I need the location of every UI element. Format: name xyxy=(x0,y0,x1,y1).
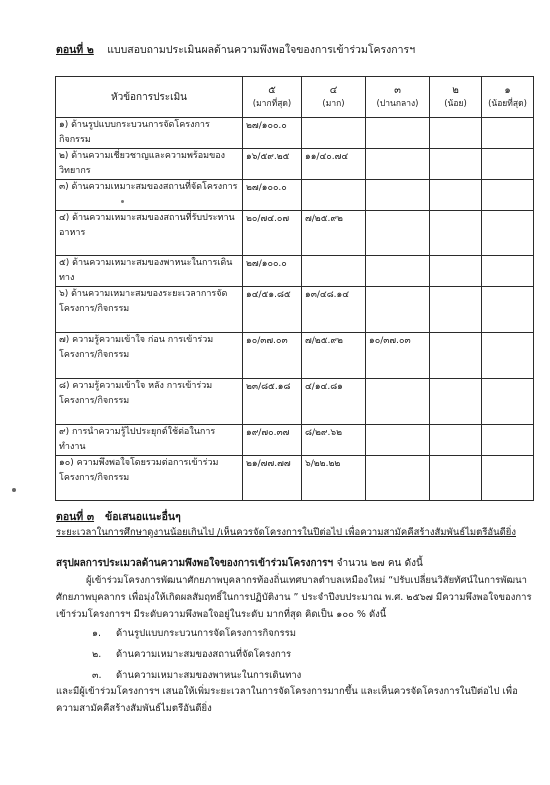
value-cell: ๖/๒๒.๒๒ xyxy=(302,456,366,501)
part2-heading xyxy=(56,41,415,58)
value-cell: ๑๓/๔๘.๑๔ xyxy=(302,287,366,333)
part3-title: ข้อเสนอแนะอื่นๆ xyxy=(105,511,181,523)
evaluation-table xyxy=(55,76,534,501)
table-row xyxy=(56,180,534,211)
value-cell xyxy=(430,149,482,180)
value-cell xyxy=(366,425,430,456)
value-cell xyxy=(482,379,534,425)
part3-tag: ตอนที่ ๓ xyxy=(56,511,95,523)
value-cell xyxy=(366,180,430,211)
level-1-header: ๑ (น้อยที่สุด) xyxy=(482,77,534,118)
value-cell xyxy=(366,211,430,256)
value-cell xyxy=(430,333,482,379)
value-cell: ๒๑/๗๗.๗๗ xyxy=(243,456,302,501)
summary-paragraph xyxy=(56,572,534,623)
value-cell: ๑๖/๕๙.๒๕ xyxy=(243,149,302,180)
value-cell: ๑๔/๕๑.๘๕ xyxy=(243,287,302,333)
value-cell xyxy=(302,180,366,211)
value-cell xyxy=(482,149,534,180)
value-cell xyxy=(430,256,482,287)
criteria-cell: ๘) ความรู้ความเข้าใจ หลัง การเข้าร่วมโครงการ/กิจกรรม xyxy=(56,379,243,425)
value-cell xyxy=(366,456,430,501)
value-cell xyxy=(430,425,482,456)
value-cell xyxy=(366,256,430,287)
criteria-cell: ๑) ด้านรูปแบบกระบวนการจัดโครงการกิจกรรม xyxy=(56,118,243,149)
value-cell xyxy=(482,118,534,149)
table-row xyxy=(56,425,534,456)
value-cell xyxy=(430,211,482,256)
value-cell xyxy=(366,149,430,180)
criteria-cell: ๖) ด้านความเหมาะสมของระยะเวลาการจัดโครงการ/กิจกรรม xyxy=(56,287,243,333)
summary-count: จำนวน ๒๗ คน ดังนี้ xyxy=(336,558,423,569)
table-row xyxy=(56,287,534,333)
table-row xyxy=(56,211,534,256)
value-cell: ๒๓/๘๕.๑๘ xyxy=(243,379,302,425)
value-cell: ๑๑/๔๐.๗๔ xyxy=(302,149,366,180)
value-cell xyxy=(430,456,482,501)
table-row xyxy=(56,256,534,287)
part2-tag: ตอนที่ ๒ xyxy=(56,44,94,56)
criteria-cell: ๒) ด้านความเชี่ยวชาญและความพร้อมของวิทยากร xyxy=(56,149,243,180)
summary-title: สรุปผลการประเมวลด้านความพึงพอใจของการเข้าร่วมโครงการฯ xyxy=(56,558,334,569)
value-cell xyxy=(430,379,482,425)
criteria-cell: ๗) ความรู้ความเข้าใจ ก่อน การเข้าร่วมโครงการ/กิจกรรม xyxy=(56,333,243,379)
table-row xyxy=(56,333,534,379)
criteria-cell: ๕) ด้านความเหมาะสมของพาหนะในการเดินทาง xyxy=(56,256,243,287)
part2-title: แบบสอบถามประเมินผลด้านความพึงพอใจของการเข้าร่วมโครงการฯ xyxy=(107,44,416,56)
value-cell xyxy=(482,256,534,287)
part3-heading xyxy=(56,508,181,525)
table-row xyxy=(56,149,534,180)
margin-dot xyxy=(12,488,16,492)
value-cell xyxy=(482,211,534,256)
table-row xyxy=(56,118,534,149)
level-5-header: ๕ (มากที่สุด) xyxy=(243,77,302,118)
summary-closing: และมีผู้เข้าร่วมโครงการฯ เสนอให้เพิ่มระยะเวลาในการจัดโครงการมากขึ้น และเห็นควรจัดโครงการในปีต่อไป เพื่อความสามัคคีสร้างสัมพันธ์ไมตรีอันดียิ่ง xyxy=(56,686,518,714)
value-cell xyxy=(430,180,482,211)
value-cell: ๗/๒๕.๙๒ xyxy=(302,333,366,379)
value-cell: ๑๐/๓๗.๐๓ xyxy=(243,333,302,379)
margin-dot xyxy=(121,200,124,203)
table-row xyxy=(56,379,534,425)
value-cell xyxy=(302,256,366,287)
value-cell: ๒๗/๑๐๐.๐ xyxy=(243,118,302,149)
value-cell: ๘/๒๙.๖๒ xyxy=(302,425,366,456)
value-cell: ๑๐/๓๗.๐๓ xyxy=(366,333,430,379)
suggestion-text: ระยะเวลาในการศึกษาดูงานน้อยเกินไป /เห็นควรจัดโครงการในปีต่อไป เพื่อความสามัคคีสร้างสัมพันธ์ไมตรีอันดียิ่ง xyxy=(56,527,517,538)
value-cell xyxy=(366,118,430,149)
criteria-header: หัวข้อการประเมิน xyxy=(56,77,243,118)
table-header-row xyxy=(56,77,534,118)
level-4-header: ๔ (มาก) xyxy=(302,77,366,118)
table-row xyxy=(56,456,534,501)
value-cell xyxy=(430,287,482,333)
value-cell xyxy=(482,287,534,333)
value-cell: ๑๙/๗๐.๓๗ xyxy=(243,425,302,456)
value-cell xyxy=(430,118,482,149)
list-item: ๓. ด้านความเหมาะสมของพาหนะในการเดินทาง xyxy=(92,670,302,681)
value-cell: ๗/๒๕.๙๒ xyxy=(302,211,366,256)
value-cell xyxy=(302,118,366,149)
value-cell: ๒๗/๑๐๐.๐ xyxy=(243,256,302,287)
value-cell: ๒๐/๗๔.๐๗ xyxy=(243,211,302,256)
criteria-cell: ๓) ด้านความเหมาะสมของสถานที่จัดโครงการ xyxy=(56,180,243,211)
value-cell xyxy=(482,333,534,379)
value-cell xyxy=(482,425,534,456)
value-cell xyxy=(366,379,430,425)
value-cell xyxy=(366,287,430,333)
value-cell: ๔/๑๔.๘๑ xyxy=(302,379,366,425)
criteria-cell: ๑๐) ความพึงพอใจโดยรวมต่อการเข้าร่วมโครงการ/กิจกรรม xyxy=(56,456,243,501)
level-3-header: ๓ (ปานกลาง) xyxy=(366,77,430,118)
level-2-header: ๒ (น้อย) xyxy=(430,77,482,118)
criteria-cell: ๙) การนำความรู้ไปประยุกต์ใช้ต่อในการทำงาน xyxy=(56,425,243,456)
value-cell xyxy=(482,456,534,501)
list-item: ๑. ด้านรูปแบบกระบวนการจัดโครงการกิจกรรม xyxy=(92,628,296,639)
list-item: ๒. ด้านความเหมาะสมของสถานที่จัดโครงการ xyxy=(92,649,292,660)
summary-list xyxy=(92,623,301,686)
value-cell: ๒๗/๑๐๐.๐ xyxy=(243,180,302,211)
summary-paragraph-text: ผู้เข้าร่วมโครงการพัฒนาศักยภาพบุคลากรท้องถิ่นเทศบาลตำบลเหมืองใหม่ “ปรับเปลี่ยนวิสัยทัศน์ในการพัฒนาศักยภาพบุคลากร เพื่อมุ่งให้เกิดผลสัมฤทธิ์ในการปฏิบัติงาน ” ประจำปีงบประมาณ พ.ศ. ๒๕๖๗ มีความพึงพอใจของการเข้าร่วมโครงการฯ มีระดับความพึงพอใจอยู่ในระดับ มากที่สุด คิดเป็น ๑๐๐ % ดังนี้ xyxy=(56,575,532,620)
criteria-cell: ๔) ด้านความเหมาะสมของสถานที่รับประทานอาหาร xyxy=(56,211,243,256)
summary-heading xyxy=(56,556,423,571)
value-cell xyxy=(482,180,534,211)
